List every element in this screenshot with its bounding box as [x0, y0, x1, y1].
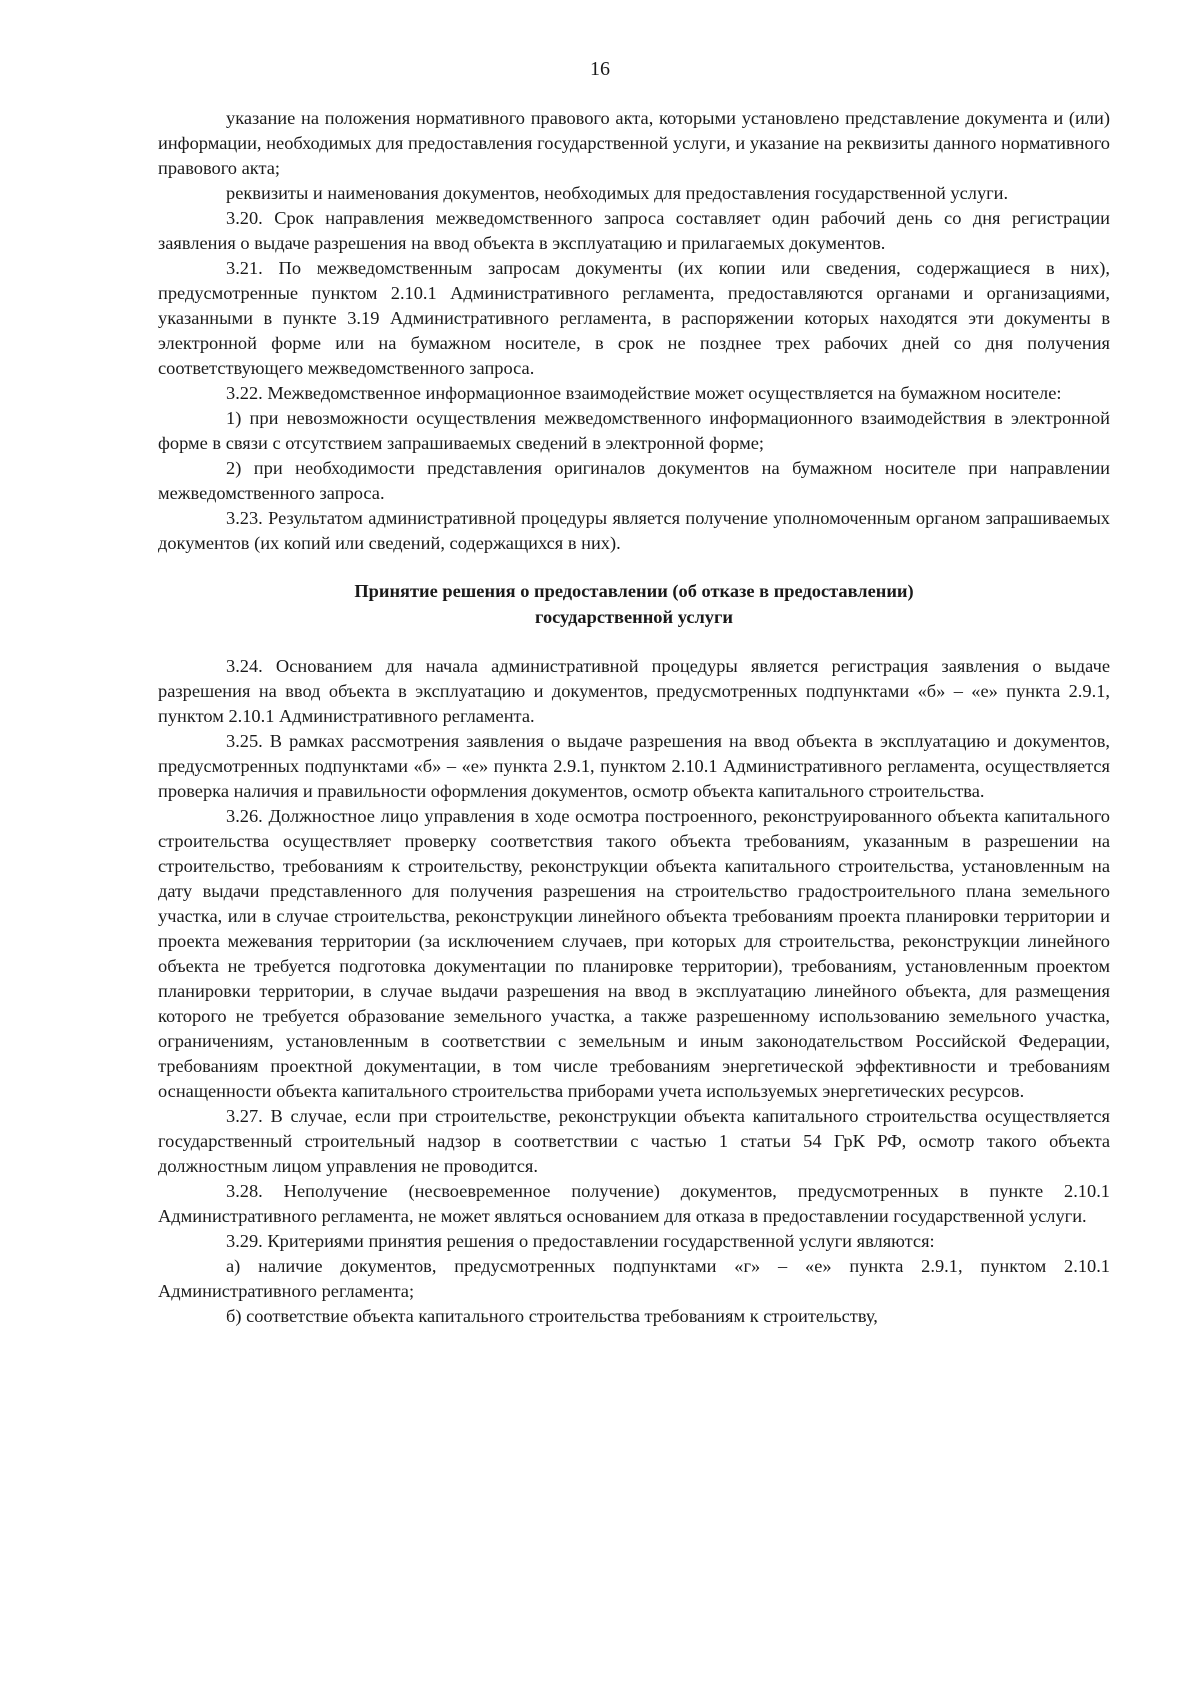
paragraph-3-20: 3.20. Срок направления межведомственного запроса составляет один рабочий день со дня регистрации заявления о выдаче разрешения на ввод объекта в эксплуатацию и прилагаемых документов.	[158, 208, 1110, 253]
paragraph-3-28: 3.28. Неполучение (несвоевременное получение) документов, предусмотренных в пункте 2.10.1 Административного регламента, не может являться основанием для отказа в предоставлении государственной услуги.	[158, 1181, 1110, 1226]
paragraph-legal-act-reference: указание на положения нормативного правового акта, которыми установлено представление документа и (или) информации, необходимых для предоставления государственной услуги, и указание на реквизиты данного нормативного правового акта;	[158, 108, 1110, 178]
paragraph-3-26: 3.26. Должностное лицо управления в ходе осмотра построенного, реконструированного объекта капитального строительства осуществляет проверку соответствия такого объекта требованиям, указанным в разрешении на строительство, требованиям к строительству, реконструкции объекта капитального строительства, установленным на дату выдачи представленного для получения разрешения на строительство градостроительного плана земельного участка, или в случае строительства, реконструкции линейного объекта требованиям проекта планировки территории и проекта межевания территории (за исключением случаев, при которых для строительства, реконструкции линейного объекта не требуется подготовка документации по планировке территории), требованиям, установленным проектом планировки территории, в случае выдачи разрешения на ввод в эксплуатацию линейного объекта, для размещения которого не требуется образование земельного участка, а также разрешенному использованию земельного участка, ограничениям, установленным в соответствии с земельным и иным законодательством Российской Федерации, требованиям проектной документации, в том числе требованиям энергетической эффективности и требованиям оснащенности объекта капитального строительства приборами учета используемых энергетических ресурсов.	[158, 806, 1110, 1101]
document-body	[158, 106, 1110, 1329]
paragraph-3-25: 3.25. В рамках рассмотрения заявления о выдаче разрешения на ввод объекта в эксплуатацию и документов, предусмотренных подпунктами «б» – «е» пункта 2.9.1, пунктом 2.10.1 Административного регламента, осуществляется проверка наличия и правильности оформления документов, осмотр объекта капитального строительства.	[158, 731, 1110, 801]
paragraph-3-22-item-1: 1) при невозможности осуществления межведомственного информационного взаимодействия в электронной форме в связи с отсутствием запрашиваемых сведений в электронной форме;	[158, 408, 1110, 453]
paragraph-document-requisites: реквизиты и наименования документов, необходимых для предоставления государственной услуги.	[226, 183, 1009, 203]
paragraph-3-29-item-a: а) наличие документов, предусмотренных подпунктами «г» – «е» пункта 2.9.1, пунктом 2.10.1 Административного регламента;	[158, 1256, 1110, 1301]
paragraph-3-22: 3.22. Межведомственное информационное взаимодействие может осуществляется на бумажном носителе:	[226, 383, 1062, 403]
section-heading	[158, 578, 1110, 630]
paragraph-3-22-item-2: 2) при необходимости представления оригиналов документов на бумажном носителе при направлении межведомственного запроса.	[158, 458, 1110, 503]
paragraph-3-24: 3.24. Основанием для начала административной процедуры является регистрация заявления о выдаче разрешения на ввод объекта в эксплуатацию и документов, предусмотренных подпунктами «б» – «е» пункта 2.9.1, пунктом 2.10.1 Административного регламента.	[158, 656, 1110, 726]
paragraph-3-29: 3.29. Критериями принятия решения о предоставлении государственной услуги являются:	[226, 1231, 935, 1251]
paragraph-3-23: 3.23. Результатом административной процедуры является получение уполномоченным органом запрашиваемых документов (их копий или сведений, содержащихся в них).	[158, 508, 1110, 553]
paragraph-3-27: 3.27. В случае, если при строительстве, реконструкции объекта капитального строительства осуществляется государственный строительный надзор в соответствии с частью 1 статьи 54 ГрК РФ, осмотр такого объекта должностным лицом управления не проводится.	[158, 1106, 1110, 1176]
section-heading-line-1: Принятие решения о предоставлении (об отказе в предоставлении)	[354, 581, 914, 601]
paragraph-3-21: 3.21. По межведомственным запросам документы (их копии или сведения, содержащиеся в них), предусмотренные пунктом 2.10.1 Административного регламента, предоставляются органами и организациями, указанными в пункте 3.19 Административного регламента, в распоряжении которых находятся эти документы в электронной форме или на бумажном носителе, в срок не позднее трех рабочих дней со дня получения соответствующего межведомственного запроса.	[158, 258, 1110, 378]
section-heading-line-2: государственной услуги	[535, 607, 733, 627]
paragraph-3-29-item-b: б) соответствие объекта капитального строительства требованиям к строительству,	[226, 1306, 878, 1326]
page-number: 16	[590, 58, 610, 80]
